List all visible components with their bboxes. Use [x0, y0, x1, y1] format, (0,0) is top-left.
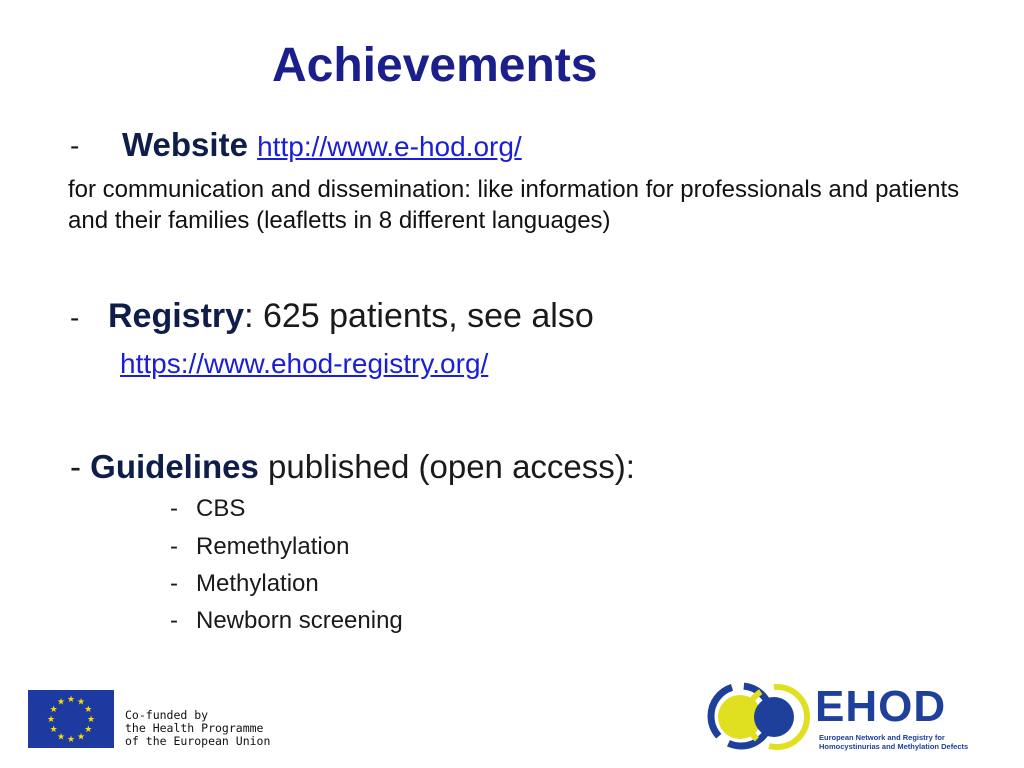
svg-text:★: ★	[84, 704, 93, 714]
svg-text:★: ★	[46, 714, 56, 724]
item-dash: -	[170, 607, 178, 634]
registry-text: : 625 patients, see also	[244, 297, 594, 335]
registry-link-row	[120, 348, 488, 380]
guidelines-label: Guidelines	[90, 448, 259, 485]
eu-cofunding-text: Co-funded by the Health Programme of the European Union	[125, 708, 271, 748]
ehod-logo	[703, 680, 983, 755]
guideline-item	[170, 495, 245, 523]
registry-link[interactable]: https://www.ehod-registry.org/	[120, 348, 489, 379]
guideline-item-label: Newborn screening	[196, 607, 403, 634]
registry-bullet-row	[70, 302, 79, 334]
guideline-item-label: Remethylation	[196, 533, 350, 560]
svg-text:★: ★	[76, 696, 86, 707]
eu-stars	[28, 690, 114, 748]
ehod-tagline-line-2: Homocystinurias and Methylation Defects	[819, 742, 969, 751]
ehod-tagline-line-1: European Network and Registry for	[819, 733, 945, 742]
website-heading	[122, 126, 522, 164]
website-bullet-row	[70, 130, 79, 162]
website-link[interactable]: http://www.e-hod.org/	[257, 131, 522, 162]
slide-title: Achievements	[272, 39, 598, 92]
guidelines-text: published (open access):	[258, 448, 635, 485]
registry-label: Registry	[108, 297, 245, 335]
svg-text:★: ★	[49, 724, 58, 734]
svg-text:★: ★	[66, 694, 76, 704]
svg-text:★: ★	[56, 731, 66, 742]
svg-text:★: ★	[56, 696, 66, 707]
bullet-dash: -	[70, 448, 81, 485]
ehod-logo-tagline	[819, 733, 968, 751]
guideline-item	[170, 533, 349, 561]
bullet-dash: -	[70, 130, 80, 161]
website-label: Website	[122, 126, 248, 163]
ehod-logo-name: EHOD	[815, 682, 947, 731]
guideline-item	[170, 607, 403, 635]
svg-text:★: ★	[66, 734, 76, 744]
guideline-item-label: CBS	[196, 495, 246, 522]
item-dash: -	[170, 570, 178, 597]
guidelines-heading	[70, 448, 635, 486]
item-dash: -	[170, 533, 178, 560]
eu-flag-icon	[28, 690, 114, 748]
svg-text:★: ★	[86, 714, 96, 724]
svg-text:★: ★	[49, 704, 58, 714]
svg-text:★: ★	[84, 724, 93, 734]
registry-heading	[108, 297, 594, 336]
guideline-item-label: Methylation	[196, 570, 319, 597]
website-description: for communication and dissemination: like information for professionals and patients and their families (leafletts in 8 different languages)	[68, 176, 960, 234]
bullet-dash: -	[70, 302, 80, 333]
item-dash: -	[170, 495, 178, 522]
guideline-item	[170, 570, 319, 598]
svg-text:★: ★	[76, 731, 86, 742]
